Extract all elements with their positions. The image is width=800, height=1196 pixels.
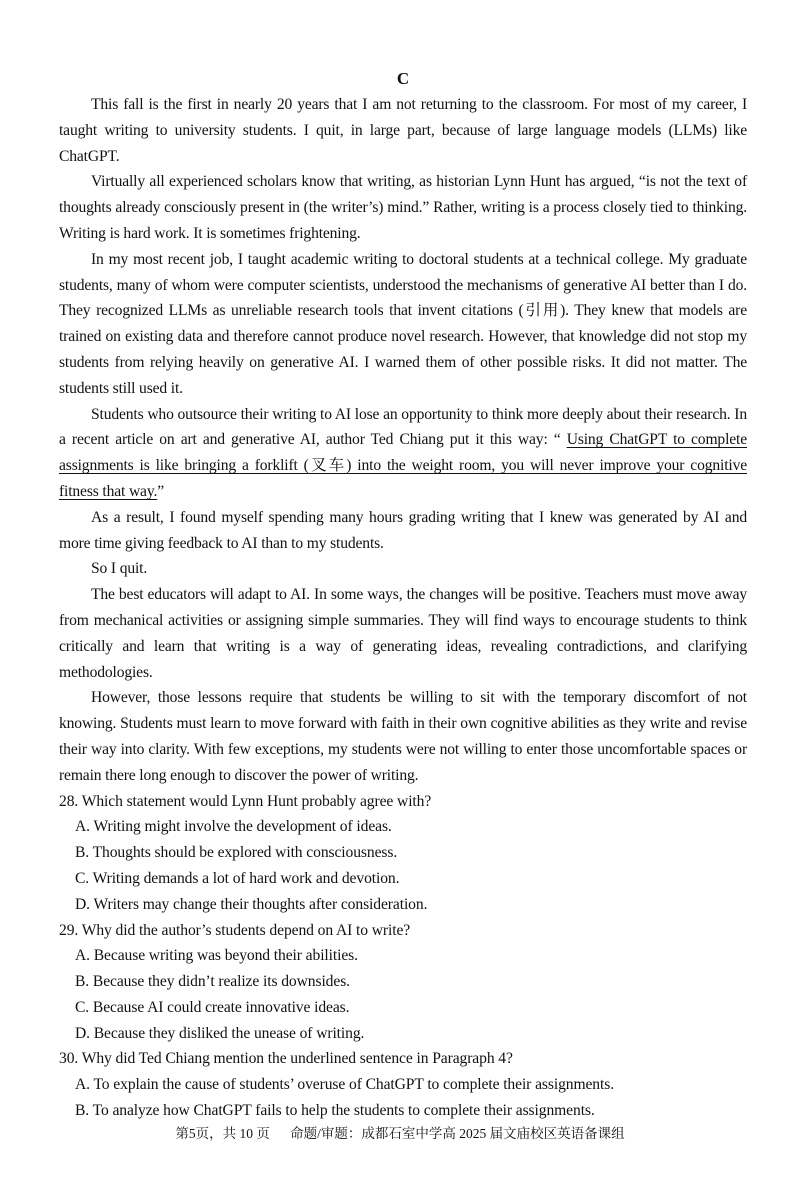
paragraph-4-lead: Students who outsource their writing to AI lose an opportunity to think more deeply about their research. In a recent article on art and generative AI, author Ted Chiang put it this way: “ xyxy=(59,405,747,449)
passage-paragraph-1: This fall is the first in nearly 20 years that I am not returning to the classroom. For most of my career, I taught writing to university students. I quit, in large part, because of large language models (LLMs) like ChatGPT. xyxy=(59,96,747,165)
question-stem: 30. Why did Ted Chiang mention the underlined sentence in Paragraph 4? xyxy=(59,1050,513,1068)
option-c: C. Writing demands a lot of hard work and devotion. xyxy=(75,869,400,887)
paragraph-4-close-quote: ” xyxy=(157,482,164,500)
option-a: A. Writing might involve the development of ideas. xyxy=(75,818,392,836)
page-footer xyxy=(0,1124,800,1144)
passage-paragraph-3: In my most recent job, I taught academic writing to doctoral students at a technical college. My graduate students, many of whom were computer scientists, understood the mechanisms of generative AI better than I do. They recognized LLMs as unreliable research tools that invent citations (引用). They knew that models are trained on existing data and therefore cannot produce novel research. However, that knowledge did not stop my students from relying heavily on generative AI. I warned them of other possible risks. It did not matter. The students still used it. xyxy=(59,250,747,397)
document-page xyxy=(59,66,747,1124)
page-number: 第5页，共 10 页 xyxy=(175,1126,270,1141)
passage-paragraph-2: Virtually all experienced scholars know that writing, as historian Lynn Hunt has argued, “is not the text of thoughts already consciously present in (the writer’s) mind.” Rather, writing is a process closely tied to thinking. Writing is hard work. It is sometimes frightening. xyxy=(59,173,747,242)
question-29 xyxy=(59,918,747,1047)
section-title: C xyxy=(396,69,410,88)
passage-paragraph-8: However, those lessons require that students be willing to sit with the temporary discomfort of not knowing. Students must learn to move forward with faith in their own cognitive abilities as they write and revise their way into clarity. With few exceptions, my students were not willing to enter those uncomfortable spaces or remain there long enough to discover the power of writing. xyxy=(59,689,747,784)
question-stem: 29. Why did the author’s students depend on AI to write? xyxy=(59,921,411,939)
option-b: B. Because they didn’t realize its downsides. xyxy=(75,973,350,991)
option-d: D. Because they disliked the unease of writing. xyxy=(75,1024,365,1042)
option-a: A. To explain the cause of students’ overuse of ChatGPT to complete their assignments. xyxy=(75,1076,615,1094)
option-b: B. To analyze how ChatGPT fails to help the students to complete their assignments. xyxy=(75,1102,595,1120)
option-c: C. Because AI could create innovative ideas. xyxy=(75,998,350,1016)
passage-paragraph-7: The best educators will adapt to AI. In some ways, the changes will be positive. Teachers must move away from mechanical activities or assigning simple summaries. They will find ways to encourage students to think critically and learn that writing is a way of generating ideas, revealing contradictions, and clarifying methodologies. xyxy=(59,586,747,681)
passage-paragraph-6: So I quit. xyxy=(91,560,148,578)
reading-passage xyxy=(59,92,747,789)
passage-paragraph-4 xyxy=(59,402,747,505)
author-credit: 命题/审题：成都石室中学高 2025 届文庙校区英语备课组 xyxy=(290,1126,625,1141)
question-30 xyxy=(59,1046,747,1123)
option-d: D. Writers may change their thoughts after consideration. xyxy=(75,895,428,913)
passage-paragraph-5: As a result, I found myself spending many hours grading writing that I knew was generated by AI and more time giving feedback to AI than to my students. xyxy=(59,508,747,552)
option-b: B. Thoughts should be explored with consciousness. xyxy=(75,844,398,862)
underlined-sentence: Using ChatGPT to complete assignments is like bringing a forklift (叉车) into the weight room, you will never improve your cognitive fitness that way. xyxy=(59,431,747,500)
question-28 xyxy=(59,789,747,918)
option-a: A. Because writing was beyond their abilities. xyxy=(75,947,358,965)
question-stem: 28. Which statement would Lynn Hunt probably agree with? xyxy=(59,792,432,810)
footer-spacer xyxy=(270,1126,290,1141)
